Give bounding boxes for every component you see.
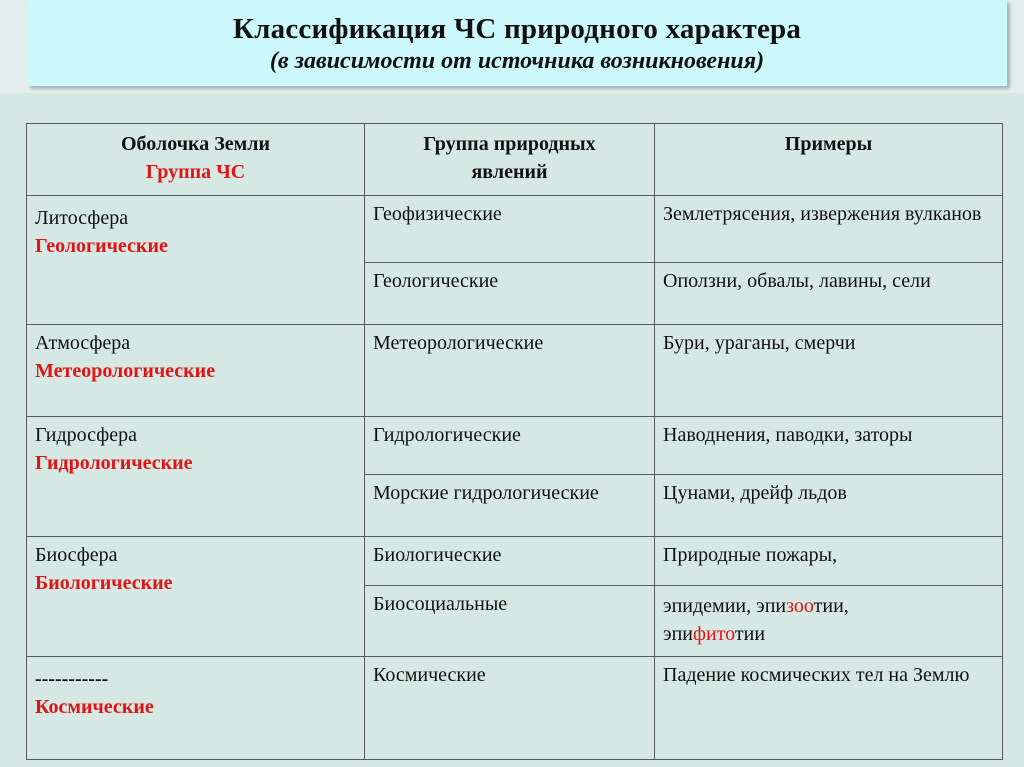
examples-text: эпидемии, эпи [663, 595, 787, 617]
emergency-group: Биологические [35, 572, 173, 594]
header-phenomena-line2: явлений [471, 161, 548, 183]
shell-cell [27, 417, 365, 537]
phenomena-cell: Биологические [365, 537, 655, 586]
examples-text: тии, [813, 595, 849, 617]
header-group: Группа ЧС [145, 161, 246, 183]
examples-cell: Оползни, обвалы, лавины, сели [655, 263, 1003, 325]
examples-cell: Бури, ураганы, смерчи [655, 325, 1003, 417]
highlight-root: фито [693, 623, 735, 645]
shell-name: Гидросфера [35, 424, 138, 446]
emergency-group: Космические [35, 696, 154, 718]
table-row [27, 196, 1003, 263]
phenomena-cell: Геофизические [365, 196, 655, 263]
header-phenomena [365, 124, 655, 196]
header-phenomena-line1: Группа природных [423, 133, 596, 155]
table-row [27, 537, 1003, 586]
phenomena-cell: Морские гидрологические [365, 475, 655, 537]
shell-name: Литосфера [35, 207, 129, 229]
page-subtitle: (в зависимости от источника возникновения) [269, 48, 765, 74]
examples-cell: Цунами, дрейф льдов [655, 475, 1003, 537]
phenomena-cell: Метеорологические [365, 325, 655, 417]
shell-name: ----------- [35, 668, 109, 690]
shell-name: Биосфера [35, 544, 118, 566]
examples-cell: Природные пожары, [655, 537, 1003, 586]
header-shell-group [27, 124, 365, 196]
header-examples: Примеры [655, 124, 1003, 196]
emergency-group: Метеорологические [35, 360, 216, 382]
shell-cell [27, 325, 365, 417]
examples-cell [655, 586, 1003, 657]
emergency-group: Геологические [35, 235, 168, 257]
phenomena-cell: Гидрологические [365, 417, 655, 475]
table-header-row [27, 124, 1003, 196]
examples-text: эпи [663, 623, 693, 645]
shell-name: Атмосфера [35, 332, 131, 354]
highlight-root: зоо [786, 595, 814, 617]
shell-cell [27, 657, 365, 760]
examples-cell: Наводнения, паводки, заторы [655, 417, 1003, 475]
shell-cell [27, 196, 365, 325]
table-row [27, 325, 1003, 417]
shell-cell [27, 537, 365, 657]
page-title: Классификация ЧС природного характера [232, 13, 802, 45]
classification-table [26, 123, 1003, 760]
examples-cell: Падение космических тел на Землю [655, 657, 1003, 760]
header-shell: Оболочка Земли [120, 133, 271, 155]
table-row [27, 657, 1003, 760]
phenomena-cell: Биосоциальные [365, 586, 655, 657]
examples-text: тии [734, 623, 766, 645]
phenomena-cell: Космические [365, 657, 655, 760]
examples-cell: Землетрясения, извержения вулканов [655, 196, 1003, 263]
phenomena-cell: Геологические [365, 263, 655, 325]
title-box [27, 0, 1007, 86]
table-row [27, 417, 1003, 475]
emergency-group: Гидрологические [35, 452, 193, 474]
